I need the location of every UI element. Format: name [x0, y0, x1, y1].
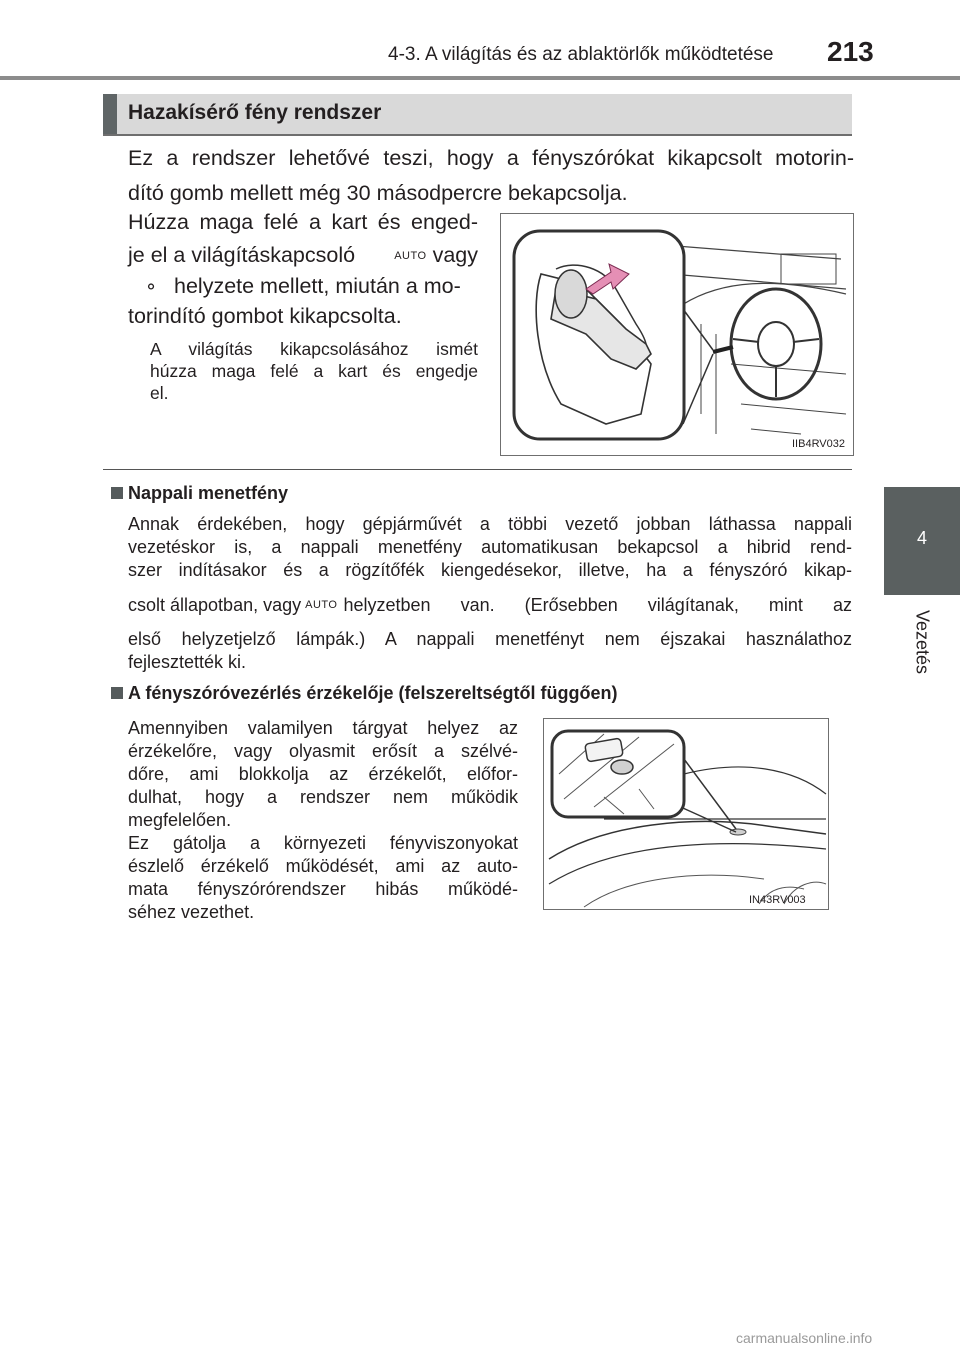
sensor-line-8: mata fényszórórendszer hibás működé- [128, 879, 518, 899]
footer-watermark[interactable]: carmanualsonline.info [736, 1330, 873, 1346]
subheading-sensor [111, 683, 617, 704]
sensor-line-9: séhez vezethet. [128, 902, 255, 922]
headlight-ring-icon: ⚬ [143, 277, 159, 297]
bullet-square-icon [111, 487, 123, 499]
sensor-line-6: Ez gátolja a környezeti fényviszonyokat [128, 833, 518, 853]
intro-line-2: dító gomb mellett még 30 másodpercre bekapcsolja. [128, 181, 628, 205]
subheading-daytime-text: Nappali menetfény [128, 483, 289, 503]
section-title: Hazakísérő fény rendszer [128, 101, 382, 124]
sensor-line-3: dőre, ami blokkolja az érzékelőt, előfor- [128, 764, 518, 784]
instruction-line-2a: je el a világításkapcsoló [128, 243, 356, 267]
auto-icon: AUTO [394, 250, 427, 262]
figure-light-switch-lever [500, 213, 854, 456]
page-number: 213 [827, 36, 874, 67]
chapter-tab-label-text: Vezetés [912, 609, 933, 675]
sensor-line-4: dulhat, hogy a rendszer nem működik [128, 787, 518, 807]
chapter-title: 4-3. A világítás és az ablaktörlők működtetése [388, 44, 774, 65]
figure1-code: IIB4RV032 [792, 438, 846, 450]
header-rule [0, 76, 960, 80]
daytime-line-6: fejlesztették ki. [128, 652, 247, 672]
figure-light-sensor [543, 718, 829, 910]
subheading-daytime [111, 483, 288, 504]
figure-light-switch-drawing [501, 214, 853, 455]
instruction-line-3-text: helyzete mellett, miután a mo- [174, 274, 461, 298]
section-separator [103, 469, 852, 470]
note-line-2: húzza maga felé a kart és engedje [150, 361, 478, 381]
instruction-line-2b: vagy [432, 243, 478, 267]
daytime-line-3: szer indításakor és a rögzítőfék kiengedésekor, illetve, ha a fényszóró kikap- [128, 560, 852, 580]
chapter-tab-number: 4 [916, 528, 927, 548]
instruction-line-4: torindító gombot kikapcsolta. [128, 304, 402, 328]
figure2-code: IN43RV003 [749, 894, 806, 906]
instruction-line-1: Húzza maga felé a kart és enged- [128, 210, 478, 234]
daytime-line-4a: csolt állapotban, vagy [128, 595, 302, 615]
intro-line-1: Ez a rendszer lehetővé teszi, hogy a fényszórókat kikapcsolt motorin- [128, 146, 854, 170]
daytime-line-2: vezetéskor is, a nappali menetfény automatikusan bekapcsol a hibrid rend- [128, 537, 852, 557]
figure-light-sensor-drawing [544, 719, 828, 909]
sensor-line-2: érzékelőre, vagy olyasmit erősít a szélvé- [128, 741, 518, 761]
chapter-tab-label [884, 600, 960, 684]
daytime-line-5: első helyzetjelző lámpák.) A nappali menetfényt nem éjszakai használathoz [128, 629, 852, 649]
auto-icon: AUTO [305, 599, 338, 611]
daytime-line-4 [128, 594, 852, 617]
bullet-square-icon [111, 687, 123, 699]
sensor-line-1: Amennyiben valamilyen tárgyat helyez az [128, 718, 518, 738]
subheading-sensor-text: A fényszóróvezérlés érzékelője (felszereltségtől függően) [128, 683, 618, 703]
sensor-line-5: megfelelően. [128, 810, 232, 830]
sensor-paragraph [128, 717, 518, 924]
section-underline [103, 134, 852, 136]
note [150, 338, 478, 404]
daytime-line-1: Annak érdekében, hogy gépjárművét a többi vezető jobban láthassa nappali [128, 514, 852, 534]
note-line-3: el. [150, 383, 169, 403]
sensor-line-7: észlelő érzékelő működését, ami az auto- [128, 856, 518, 876]
section-header-accent [103, 94, 117, 134]
daytime-line-4b: helyzetben van. (Erősebben világítanak, mint az [343, 595, 852, 615]
note-line-1: A világítás kikapcsolásához ismét [150, 339, 478, 359]
